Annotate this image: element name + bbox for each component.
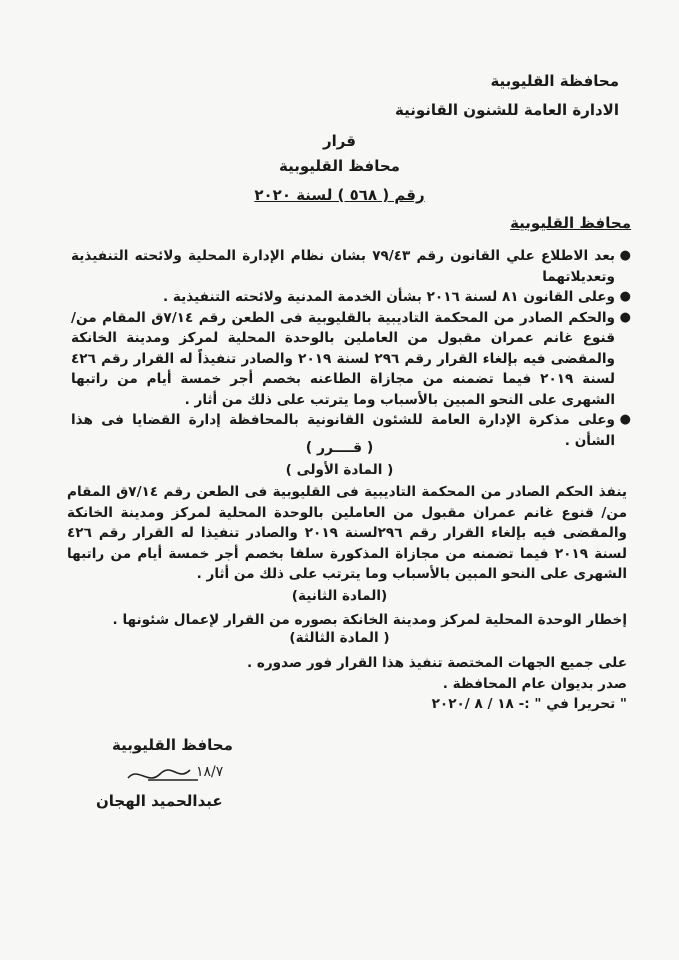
article1-title: ( المادة الأولى )	[285, 462, 394, 478]
bullet-icon: ●	[619, 412, 631, 427]
issued-at: صدر بديوان عام المحافظة .	[442, 676, 627, 692]
addressee: محافظ القليوبية	[510, 214, 631, 232]
signature-title: محافظ القليوبية	[112, 736, 233, 754]
clause-item: ● وعلى مذكرة الإدارة العامة للشئون القانونية بالمحافظة إدارة القضايا فى هذا الشأن .	[71, 412, 631, 449]
handwritten-date: ١٨/٧	[196, 764, 224, 780]
clause-item: ● بعد الاطلاع علي القانون رقم ٧٩/٤٣ بشان نظام الإدارة المحلية ولائحته التنفيذية وتعديلاتهما	[71, 248, 631, 285]
governorate-header: محافظة القليوبية	[490, 72, 619, 90]
bullet-icon: ●	[619, 248, 631, 263]
clause-item: ● وعلى القانون ٨١ لسنة ٢٠١٦ بشأن الخدمة المدنية ولائحته التنفيذية .	[71, 287, 631, 308]
written-on: " تحريرا في " :- ١٨ / ٨ /٢٠٢٠	[431, 696, 627, 712]
signatory-name: عبدالحميد الهجان	[96, 792, 223, 810]
decision-label: قرار	[323, 132, 356, 150]
article2-title: (المادة الثانية)	[291, 588, 388, 604]
handwritten-signature	[118, 756, 228, 792]
decision-number: رقم ( ٥٦٨ ) لسنة ٢٠٢٠	[254, 186, 425, 204]
bullet-icon: ●	[619, 289, 631, 304]
bullet-icon: ●	[619, 309, 631, 325]
decision-issuer: محافظ القليوبية	[279, 157, 400, 175]
article3-title: ( المادة الثالثة)	[289, 630, 390, 646]
decides-heading: ( قــــرر )	[305, 440, 374, 456]
clause-item: ● والحكم الصادر من المحكمة التاديبية بالقليوبية فى الطعن رقم ٧/١٤ق المقام من/ قنوع غانم عمران مقبول من العاملين بالوحدة المحلية لمركز ومدينة الخانكة والمقضى فيه بإلغاء القرار رقم ٢٩٦ لسنة ٢٠١٩ والصادر تنفيذاً له القرار رقم ٤٢٦ لسنة ٢٠١٩ فيما تضمنه من مجازاة الطاعنه بخصم أجر خمسة أيام من راتبها الشهرى على النحو المبين بالأسباب وما يترتب على ذلك من أثار .	[71, 309, 631, 408]
department-header: الادارة العامة للشنون القانونية	[394, 101, 619, 119]
article2-text: إخطار الوحدة المحلية لمركز ومدينة الخانكة بصوره من القرار لإعمال شئونها .	[112, 612, 627, 628]
preamble	[71, 246, 631, 451]
article3-text: على جميع الجهات المختصة تنفيذ هذا القرار فور صدوره .	[246, 655, 627, 671]
article1-text: ينفذ الحكم الصادر من المحكمة التاديبية فى القليوبية فى الطعن رقم ٧/١٤ق المقام من/ قنوع غانم عمران مقبول من العاملين بالوحدة المحلية لمركز ومدينة الخانكة والمقضى فيه بإلغاء القرار رقم ٢٩٦لسنة ٢٠١٩ والصادر تنفيذا له القرار رقم ٤٢٦ لسنة ٢٠١٩ فيما تضمنه من مجازاة المذكورة سلفا بخصم أجر خمسة أيام من راتبها الشهرى على النحو المبين بالأسباب وما يترتب على ذلك من أثار .	[67, 484, 628, 582]
